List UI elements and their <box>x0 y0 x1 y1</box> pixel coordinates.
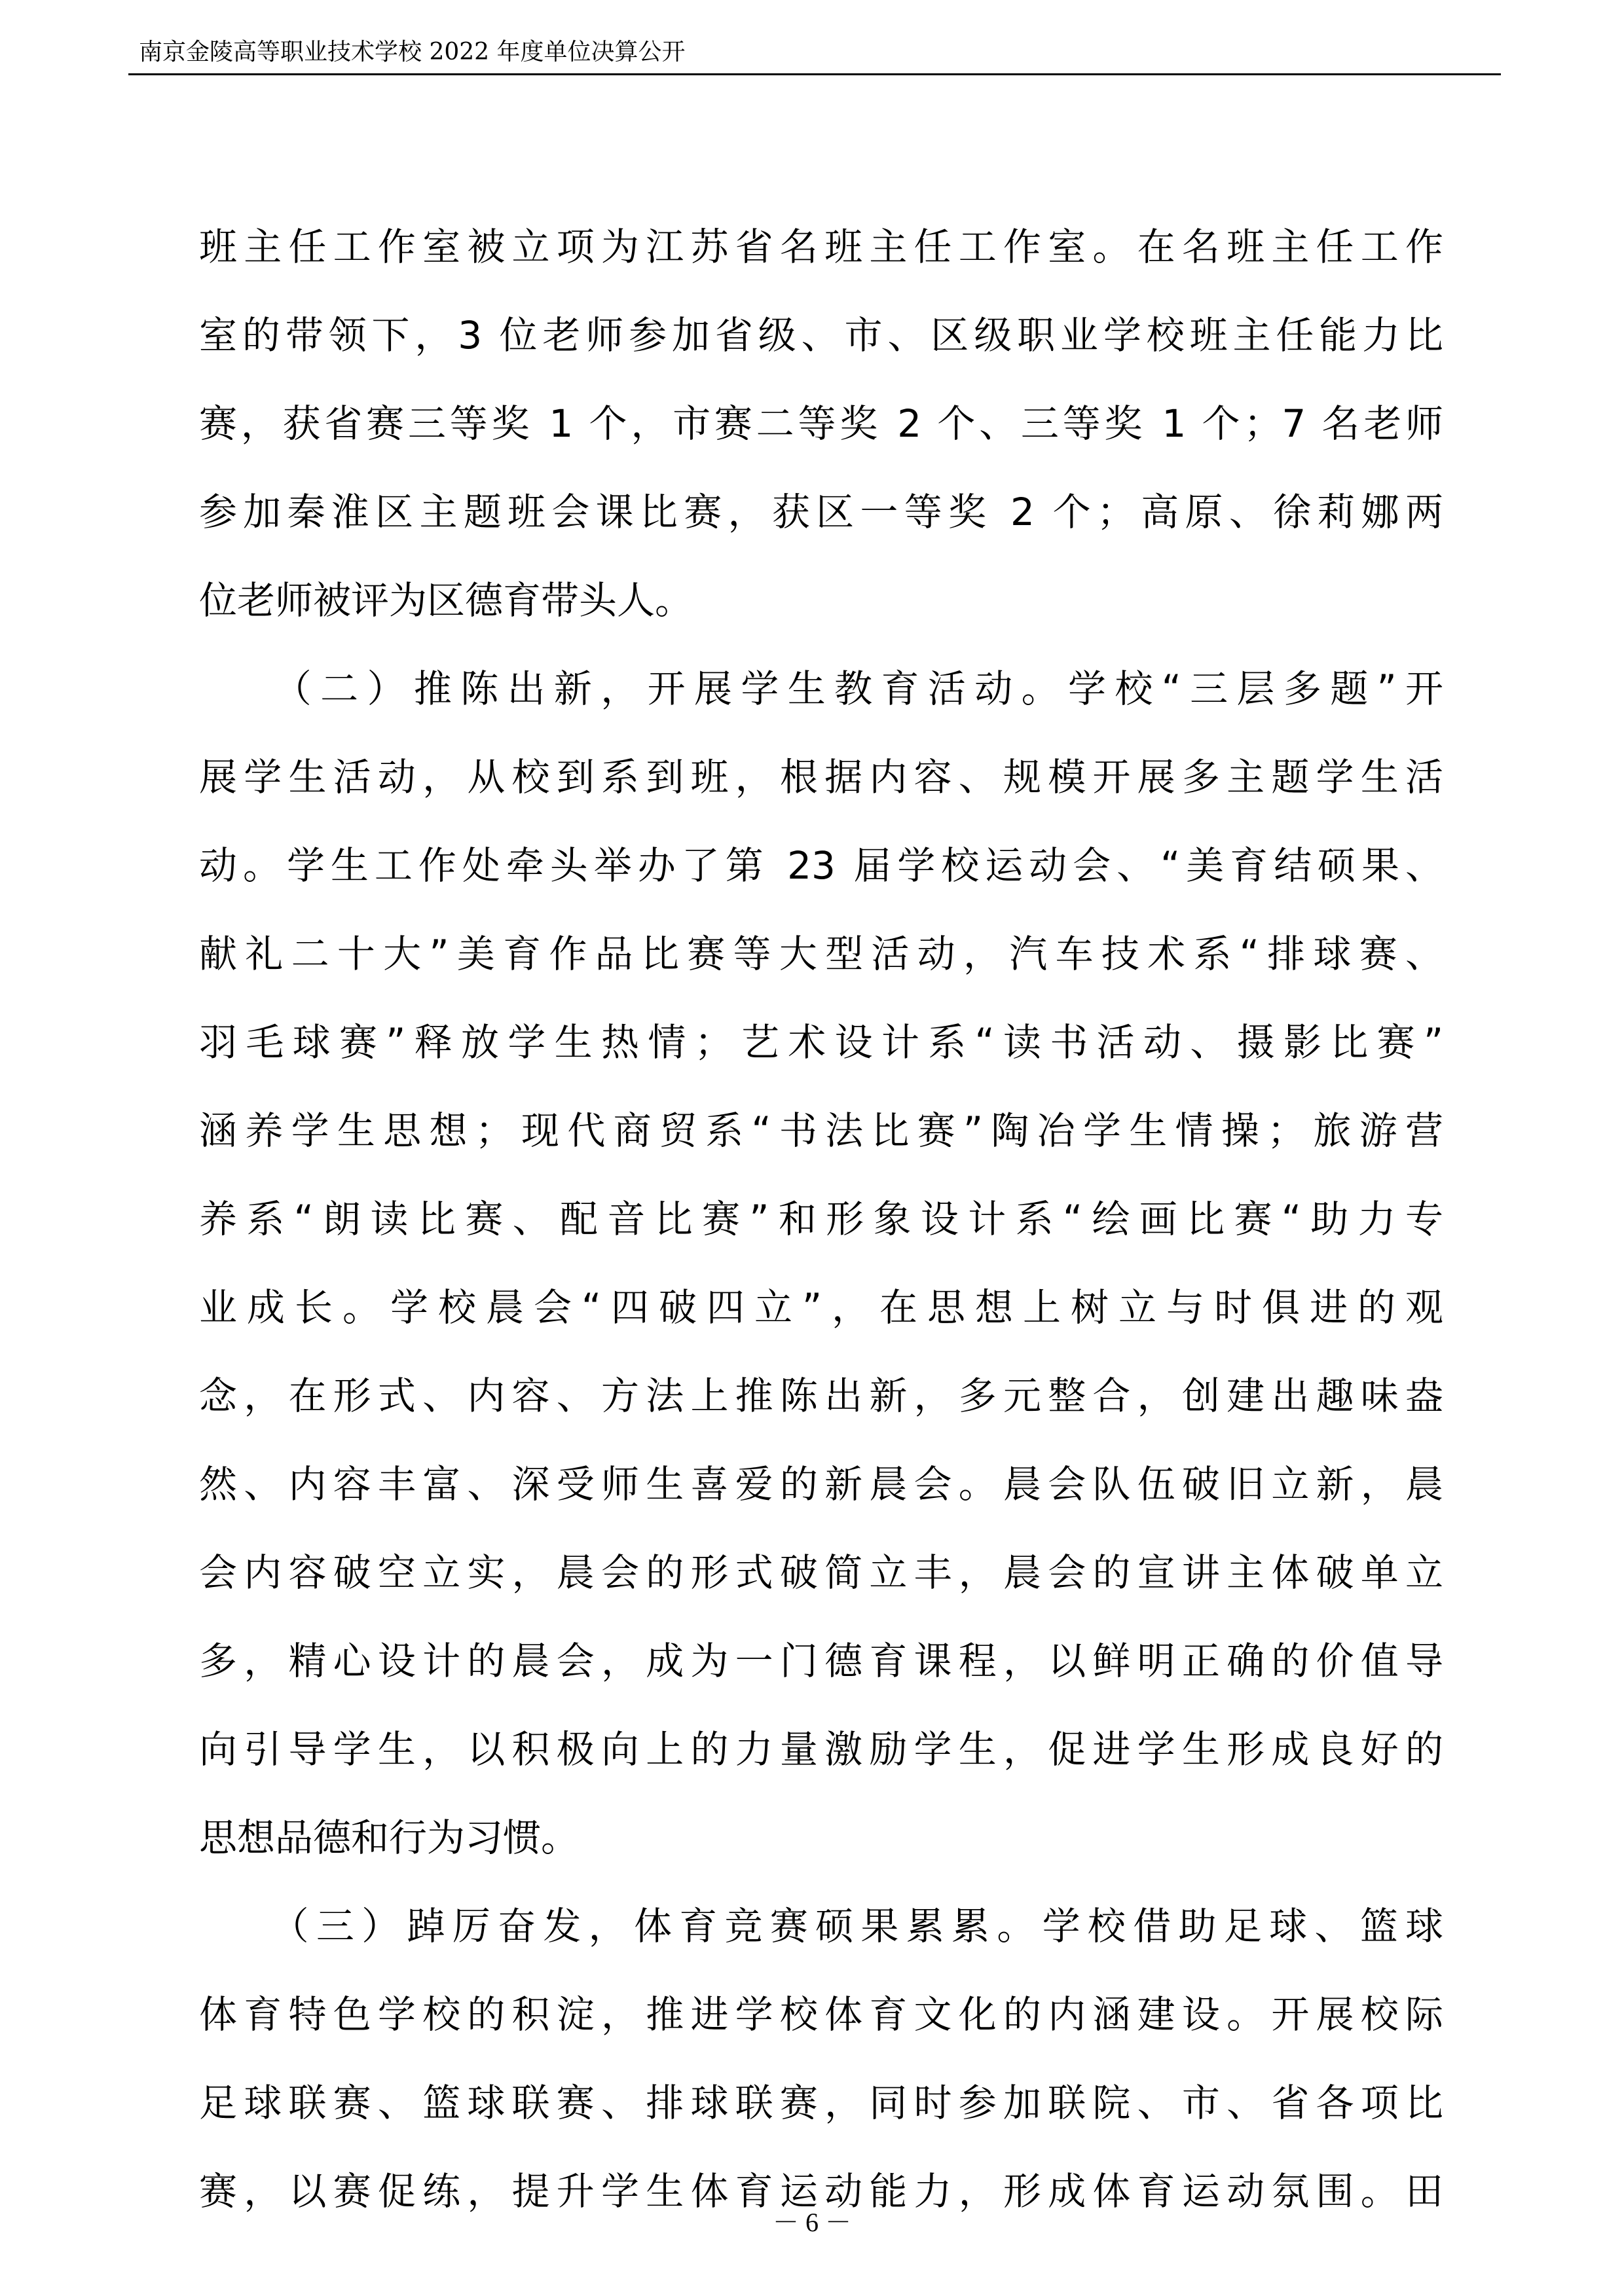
text-line: 体育特色学校的积淀，推进学校体育文化的内涵建设。开展校际 <box>199 1992 1443 2037</box>
text-line: 参加秦淮区主题班会课比赛，获区一等奖 2 个；高原、徐莉娜两 <box>199 490 1443 534</box>
text-line: 思想品德和行为习惯。 <box>199 1815 580 1860</box>
page-header <box>128 33 1501 75</box>
text-line: 展学生活动，从校到系到班，根据内容、规模开展多主题学生活 <box>199 755 1443 799</box>
text-line: 念，在形式、内容、方法上推陈出新，多元整合，创建出趣味盎 <box>199 1374 1443 1418</box>
header-title: 南京金陵高等职业技术学校 2022 年度单位决算公开 <box>139 39 686 65</box>
text-line: 多，精心设计的晨会，成为一门德育课程，以鲜明正确的价值导 <box>199 1639 1443 1683</box>
text-line: 向引导学生，以积极向上的力量激励学生，促进学生形成良好的 <box>199 1727 1443 1772</box>
text-line: 然、内容丰富、深受师生喜爱的新晨会。晨会队伍破旧立新，晨 <box>199 1462 1443 1506</box>
body-text <box>199 203 1443 2236</box>
text-line: 赛，以赛促练，提升学生体育运动能力，形成体育运动氛围。田 <box>199 2169 1443 2214</box>
page-number: － 6 － <box>773 2208 851 2237</box>
text-line: （二）推陈出新，开展学生教育活动。学校“三层多题”开 <box>199 666 1443 711</box>
text-line: （三）踔厉奋发，体育竞赛硕果累累。学校借助足球、篮球 <box>199 1904 1443 1948</box>
text-line: 献礼二十大”美育作品比赛等大型活动，汽车技术系“排球赛、 <box>199 932 1443 976</box>
text-line: 动。学生工作处牵头举办了第 23 届学校运动会、“美育结硕果、 <box>199 843 1443 888</box>
text-line: 赛，获省赛三等奖 1 个，市赛二等奖 2 个、三等奖 1 个；7 名老师 <box>199 401 1443 446</box>
text-line: 羽毛球赛”释放学生热情；艺术设计系“读书活动、摄影比赛” <box>199 1020 1443 1065</box>
text-line: 养系“朗读比赛、配音比赛”和形象设计系“绘画比赛“助力专 <box>199 1197 1443 1241</box>
text-line: 班主任工作室被立项为江苏省名班主任工作室。在名班主任工作 <box>199 225 1443 269</box>
text-line: 涵养学生思想；现代商贸系“书法比赛”陶冶学生情操；旅游营 <box>199 1108 1443 1153</box>
text-line: 室的带领下，3 位老师参加省级、市、区级职业学校班主任能力比 <box>199 313 1443 357</box>
text-line: 位老师被评为区德育带头人。 <box>199 578 693 623</box>
text-line: 足球联赛、篮球联赛、排球联赛，同时参加联院、市、省各项比 <box>199 2081 1443 2125</box>
text-line: 业成长。学校晨会“四破四立”，在思想上树立与时俱进的观 <box>199 1285 1443 1330</box>
text-line: 会内容破空立实，晨会的形式破简立丰，晨会的宣讲主体破单立 <box>199 1550 1443 1595</box>
